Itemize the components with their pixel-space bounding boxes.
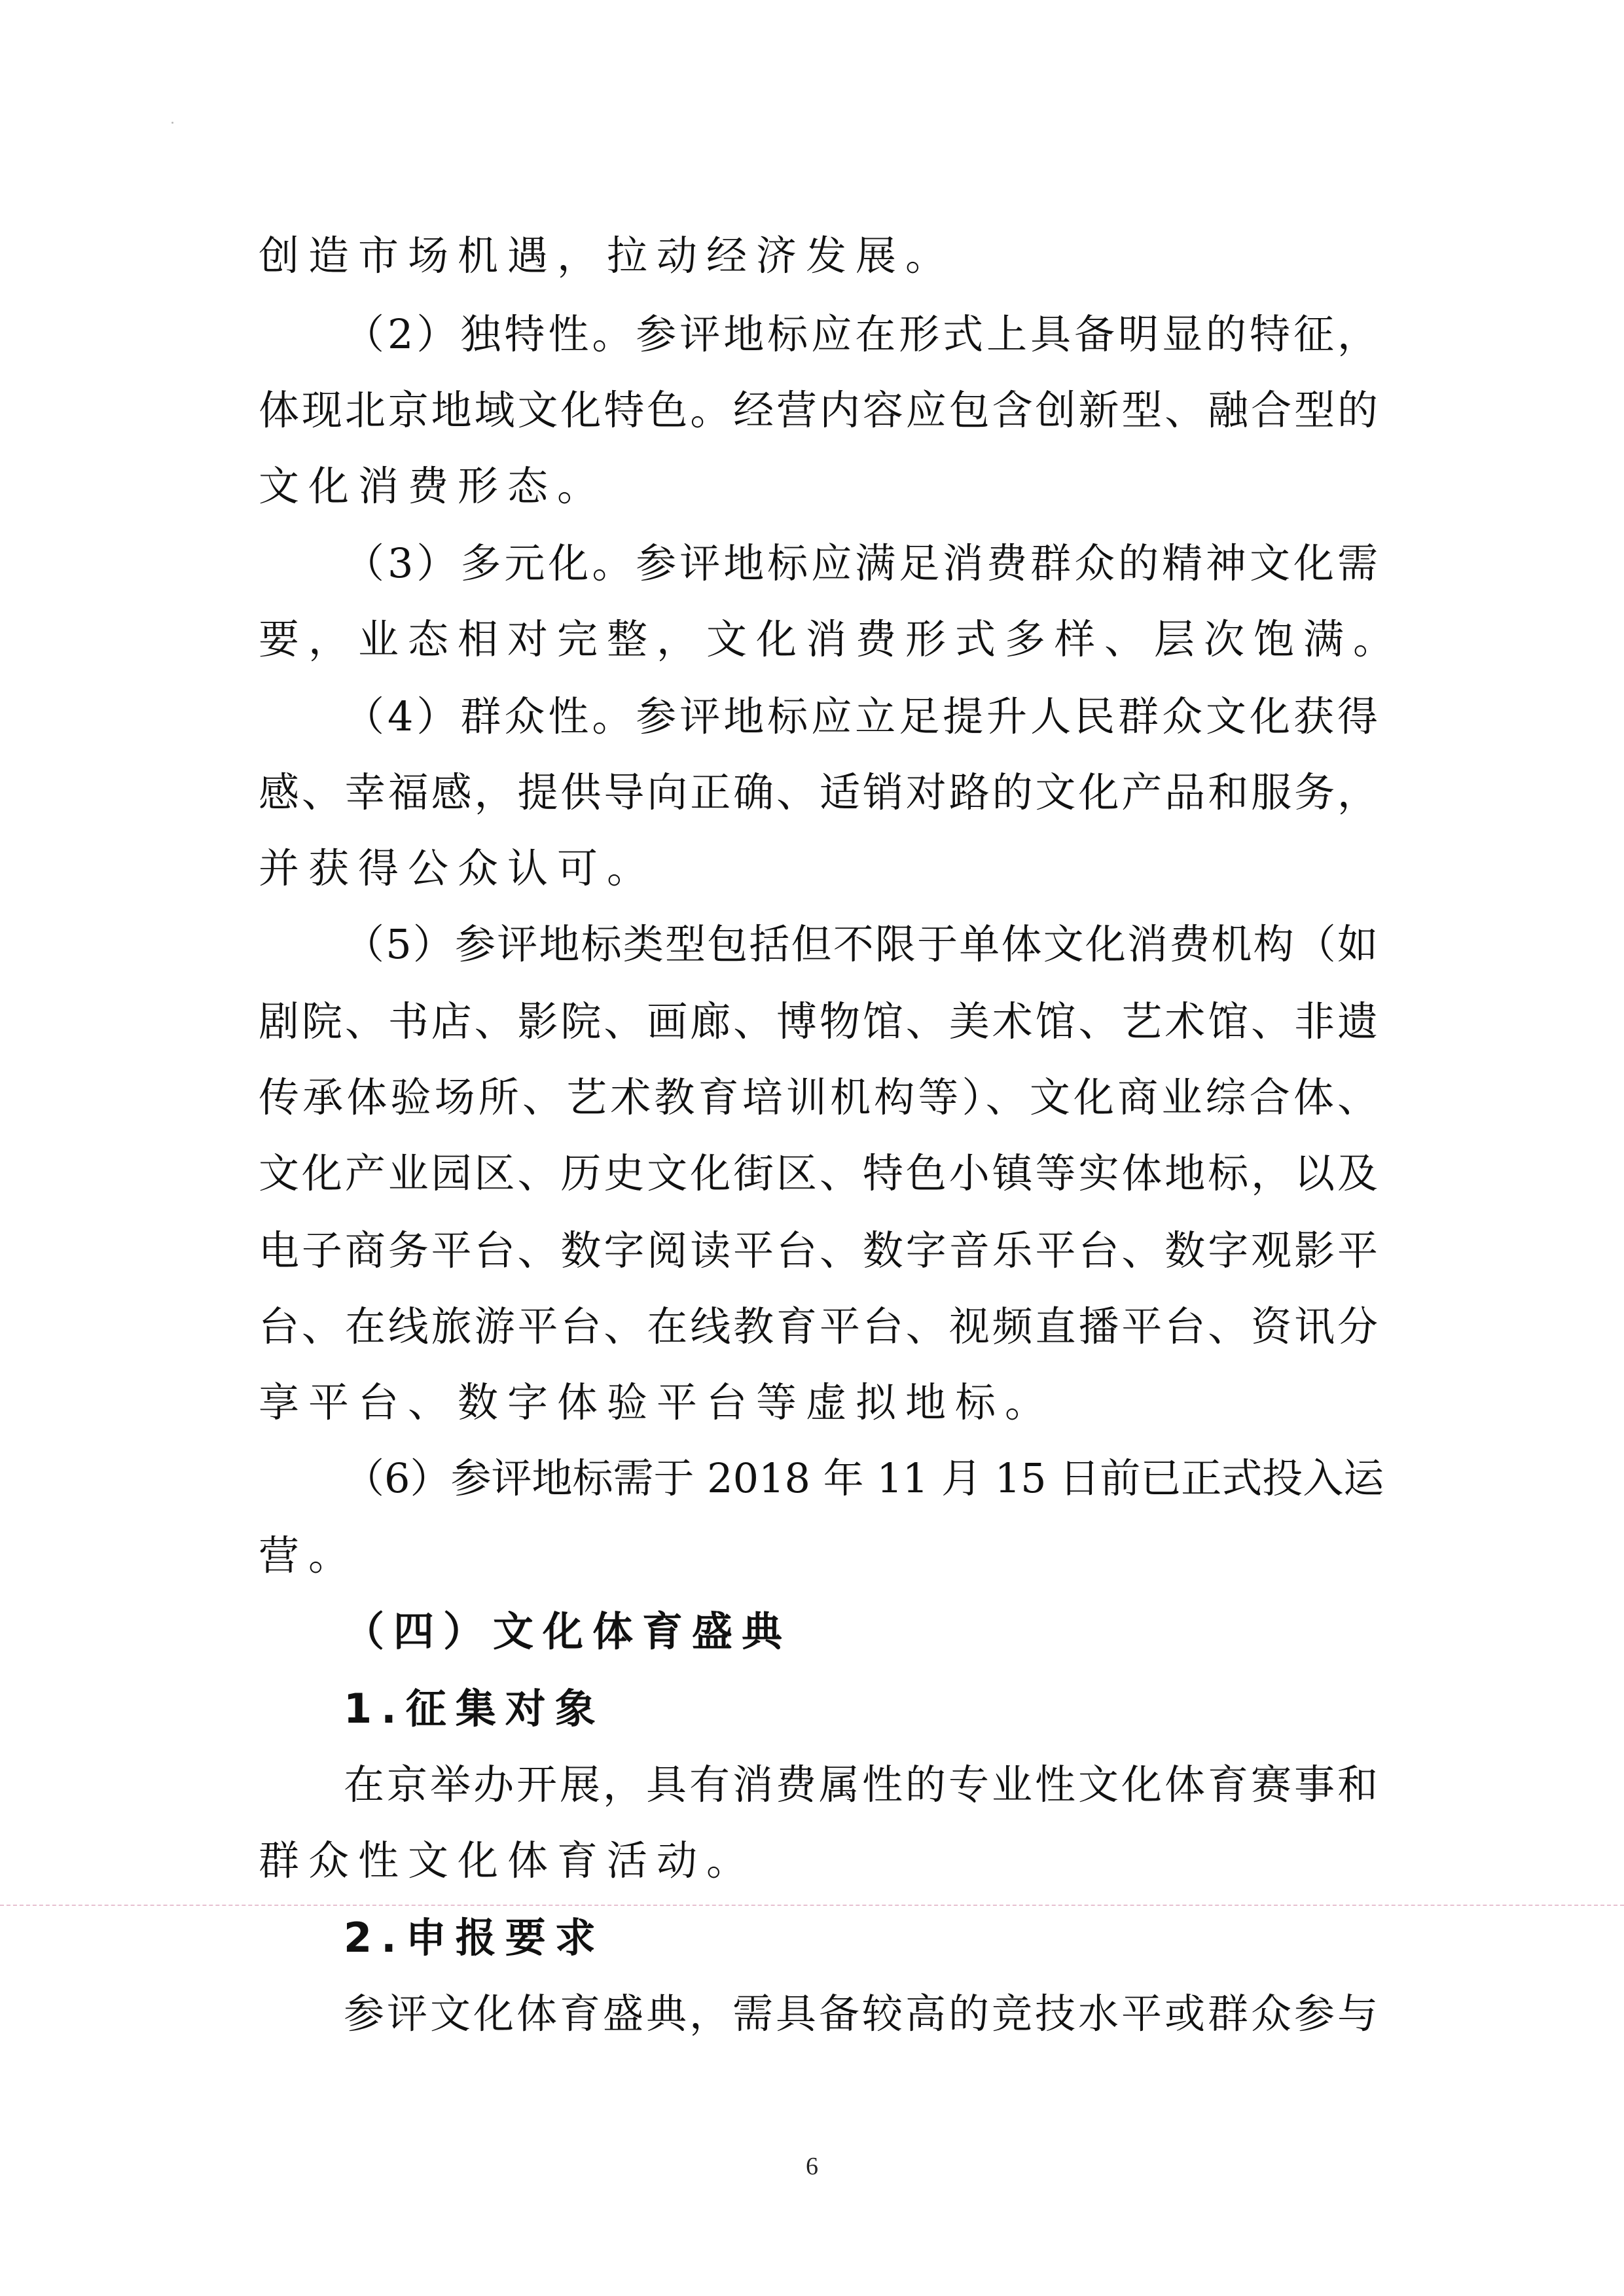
body-line: 创造市场机遇，拉动经济发展。: [259, 232, 956, 279]
body-line: 剧院、书店、影院、画廊、博物馆、美术馆、艺术馆、非遗: [259, 997, 1378, 1045]
scan-artifact-line: [0, 1905, 1624, 1906]
body-line: 感、幸福感，提供导向正确、适销对路的文化产品和服务，: [259, 768, 1378, 816]
page-number: 6: [806, 2153, 818, 2180]
scan-speck: [171, 122, 173, 124]
body-line: 文化消费形态。: [259, 462, 607, 510]
body-line: 并获得公众认可。: [259, 844, 657, 892]
body-line: 营。: [259, 1532, 359, 1579]
body-line: （6）参评地标需于 2018 年 11 月 15 日前已正式投入运: [344, 1454, 1384, 1502]
subsection-heading: 1.征集对象: [344, 1685, 605, 1732]
body-line: （5）参评地标类型包括但不限于单体文化消费机构（如: [344, 920, 1378, 968]
body-line: 享平台、数字体验平台等虚拟地标。: [259, 1378, 1055, 1426]
body-line: 参评文化体育盛典，需具备较高的竞技水平或群众参与: [344, 1990, 1378, 2037]
body-line: 群众性文化体育活动。: [259, 1837, 757, 1884]
section-heading: （四）文化体育盛典: [344, 1607, 792, 1655]
subsection-heading: 2.申报要求: [344, 1914, 605, 1962]
body-line: （2）独特性。参评地标应在形式上具备明显的特征，: [344, 310, 1378, 358]
body-line: （4）群众性。参评地标应立足提升人民群众文化获得: [344, 692, 1378, 740]
body-line: 电子商务平台、数字阅读平台、数字音乐平台、数字观影平: [259, 1227, 1378, 1274]
body-line: 传承体验场所、艺术教育培训机构等）、文化商业综合体、: [259, 1073, 1378, 1121]
body-line: 体现北京地域文化特色。经营内容应包含创新型、融合型的: [259, 386, 1378, 434]
body-line: 文化产业园区、历史文化街区、特色小镇等实体地标，以及: [259, 1149, 1378, 1197]
body-line: 要，业态相对完整，文化消费形式多样、层次饱满。: [259, 615, 1403, 663]
body-line: 台、在线旅游平台、在线教育平台、视频直播平台、资讯分: [259, 1302, 1378, 1350]
body-line: （3）多元化。参评地标应满足消费群众的精神文化需: [344, 539, 1378, 587]
body-line: 在京举办开展，具有消费属性的专业性文化体育赛事和: [344, 1761, 1378, 1808]
